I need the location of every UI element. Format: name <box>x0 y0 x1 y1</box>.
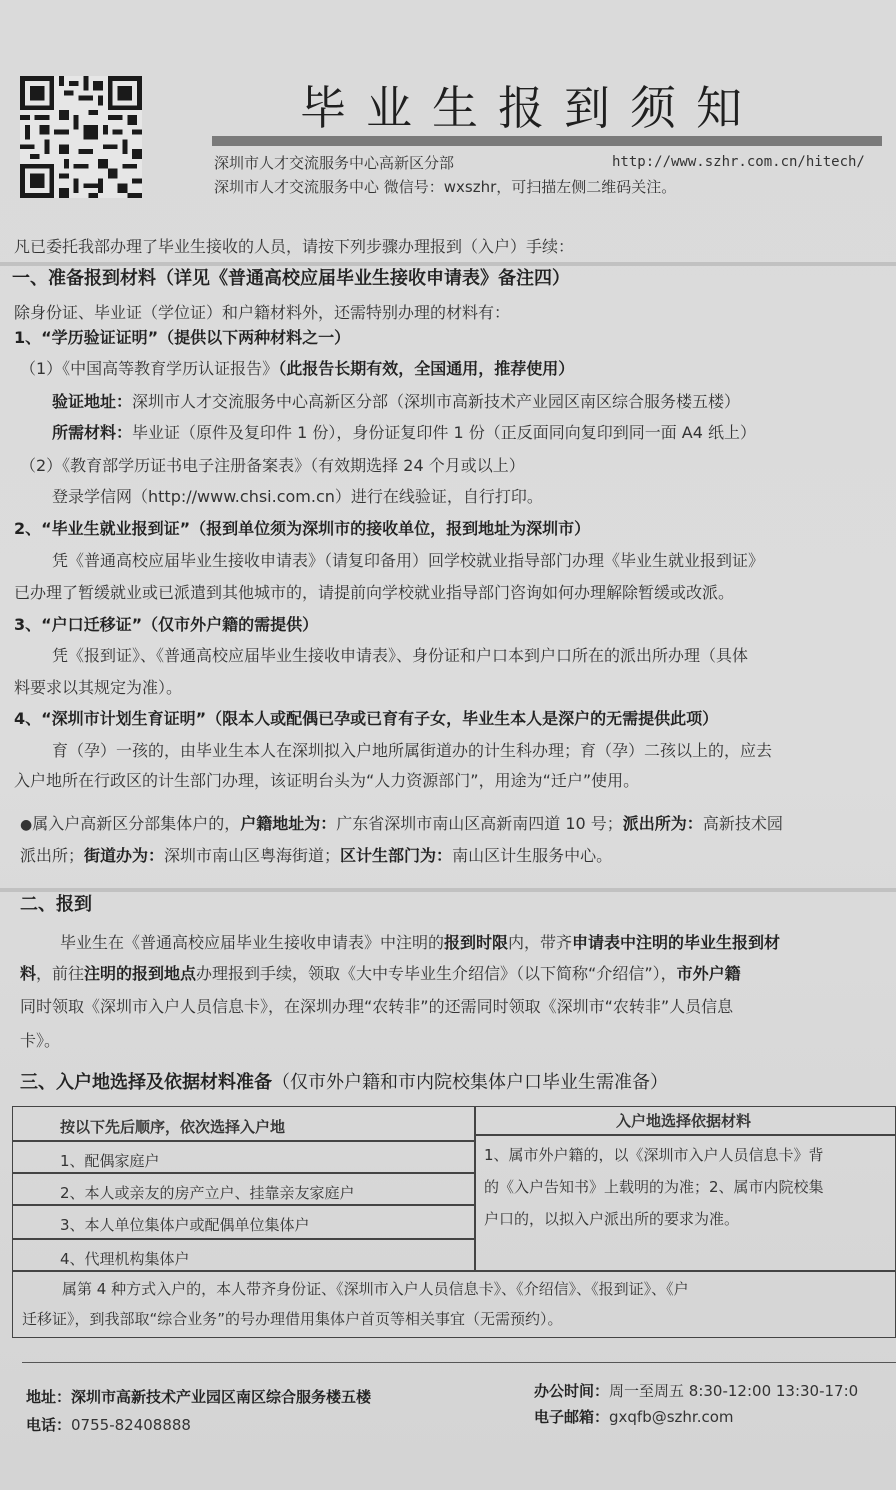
item2-desc1: 凭《普通高校应届毕业生接收申请表》（请复印备用）回学校就业指导部门办理《毕业生就业报到证》 <box>52 551 765 570</box>
section3-title: 三、入户地选择及依据材料准备（仅市外户籍和市内院校集体户口毕业生需准备） <box>20 1072 668 1093</box>
footer-hours: 办公时间：周一至周五 8:30-12:00 13:30-17:0 <box>534 1382 859 1400</box>
item4-desc1: 育（孕）一孩的，由毕业生本人在深圳拟入户地所属街道办的计生科办理；育（孕）二孩以上的，应去 <box>52 741 773 760</box>
table-rule <box>12 1238 474 1240</box>
item1-option2-desc: 登录学信网（http://www.chsi.com.cn）进行在线验证，自行打印。 <box>52 487 543 506</box>
table-rule <box>12 1270 896 1272</box>
item4-title: 4、“深圳市计划生育证明”（限本人或配偶已孕或已育有子女，毕业生本人是深户的无需提供此项） <box>14 709 719 728</box>
title-underline <box>212 136 882 146</box>
table-rule <box>12 1204 474 1206</box>
table-header-order: 按以下先后顺序，依次选择入户地 <box>60 1118 286 1136</box>
item1-title: 1、“学历验证证明”（提供以下两种材料之一） <box>14 328 351 347</box>
item3-title: 3、“户口迁移证”（仅市外户籍的需提供） <box>14 615 319 634</box>
org-name: 深圳市人才交流服务中心高新区分部 <box>214 154 455 172</box>
qr-code-icon <box>20 76 142 198</box>
section1-title: 一、准备报到材料（详见《普通高校应届毕业生接收申请表》备注四） <box>12 268 570 289</box>
section2-title: 二、报到 <box>20 894 92 915</box>
item3-desc2: 料要求以其规定为准）。 <box>14 678 183 697</box>
section2-line2: 料，前往注明的报到地点办理报到手续，领取《大中专毕业生介绍信》（以下简称“介绍信”），市外户籍 <box>20 964 741 983</box>
footer-divider <box>22 1362 896 1363</box>
item4-desc2: 入户地所在行政区的计生部门办理，该证明台头为“人力资源部门”，用途为“迁户”使用。 <box>14 771 640 790</box>
org-url: http://www.szhr.com.cn/hitech/ <box>612 154 865 170</box>
section2-line3: 同时领取《深圳市入户人员信息卡》，在深圳办理“农转非”的还需同时领取《深圳市“农转非”人员信息 <box>20 997 734 1016</box>
item1-materials: 所需材料：毕业证（原件及复印件 1 份），身份证复印件 1 份（正反面同向复印到同一面 A4 纸上） <box>52 423 757 442</box>
table-row: 2、本人或亲友的房产立户、挂靠亲友家庭户 <box>60 1184 355 1202</box>
intro-text: 凡已委托我部办理了毕业生接收的人员，请按下列步骤办理报到（入户）手续： <box>14 237 575 256</box>
item1-address: 验证地址：深圳市人才交流服务中心高新区分部（深圳市高新技术产业园区南区综合服务楼五楼） <box>52 392 741 411</box>
table-header-basis: 入户地选择依据材料 <box>616 1112 752 1130</box>
table-row: 1、配偶家庭户 <box>60 1152 160 1170</box>
section1-intro: 除身份证、毕业证（学位证）和户籍材料外，还需特别办理的材料有： <box>14 303 511 322</box>
basis-line3: 户口的，以拟入户派出所的要求为准。 <box>484 1210 740 1228</box>
section2-line1: 毕业生在《普通高校应届毕业生接收申请表》中注明的报到时限内，带齐申请表中注明的毕业生报到材 <box>60 933 781 952</box>
footer-address: 地址：深圳市高新技术产业园区南区综合服务楼五楼 <box>26 1388 372 1406</box>
table-note-line2: 迁移证》，到我部取“综合业务”的号办理借用集体户首页等相关事宜（无需预约）。 <box>22 1310 563 1328</box>
table-rule <box>12 1140 474 1142</box>
basis-line1: 1、属市外户籍的，以《深圳市入户人员信息卡》背 <box>484 1146 824 1164</box>
page-title: 毕业生报到须知 <box>300 81 762 135</box>
section2-bar <box>0 888 896 892</box>
footer-phone: 电话：0755-82408888 <box>26 1416 191 1434</box>
table-note-line1: 属第 4 种方式入户的，本人带齐身份证、《深圳市入户人员信息卡》、《介绍信》、《报到证》、《户 <box>62 1280 689 1298</box>
footer-email: 电子邮箱：gxqfb@szhr.com <box>534 1408 734 1426</box>
org-wechat: 深圳市人才交流服务中心 微信号：wxszhr，可扫描左侧二维码关注。 <box>214 178 677 196</box>
table-divider <box>474 1106 476 1270</box>
item2-desc2: 已办理了暂缓就业或已派遣到其他城市的，请提前向学校就业指导部门咨询如何办理解除暂缓或改派。 <box>14 583 735 602</box>
table-row: 3、本人单位集体户或配偶单位集体户 <box>60 1216 310 1234</box>
household-note-line2: 派出所；街道办为：深圳市南山区粤海街道；区计生部门为：南山区计生服务中心。 <box>20 846 613 865</box>
table-row: 4、代理机构集体户 <box>60 1250 190 1268</box>
basis-line2: 的《入户告知书》上载明的为准；2、属市内院校集 <box>484 1178 824 1196</box>
table-rule <box>474 1134 896 1136</box>
table-rule <box>12 1172 474 1174</box>
item1-option1: （1）《中国高等教育学历认证报告》（此报告长期有效，全国通用，推荐使用） <box>20 359 575 378</box>
item1-option2: （2）《教育部学历证书电子注册备案表》（有效期选择 24 个月或以上） <box>20 456 525 475</box>
household-note-line1: ●属入户高新区分部集体户的，户籍地址为：广东省深圳市南山区高新南四道 10 号；派出所为：高新技术园 <box>20 814 783 833</box>
item2-title: 2、“毕业生就业报到证”（报到单位须为深圳市的接收单位，报到地址为深圳市） <box>14 519 591 538</box>
item3-desc1: 凭《报到证》、《普通高校应届毕业生接收申请表》、身份证和户口本到户口所在的派出所办理（具体 <box>52 646 749 665</box>
section2-line4: 卡》。 <box>20 1031 61 1050</box>
